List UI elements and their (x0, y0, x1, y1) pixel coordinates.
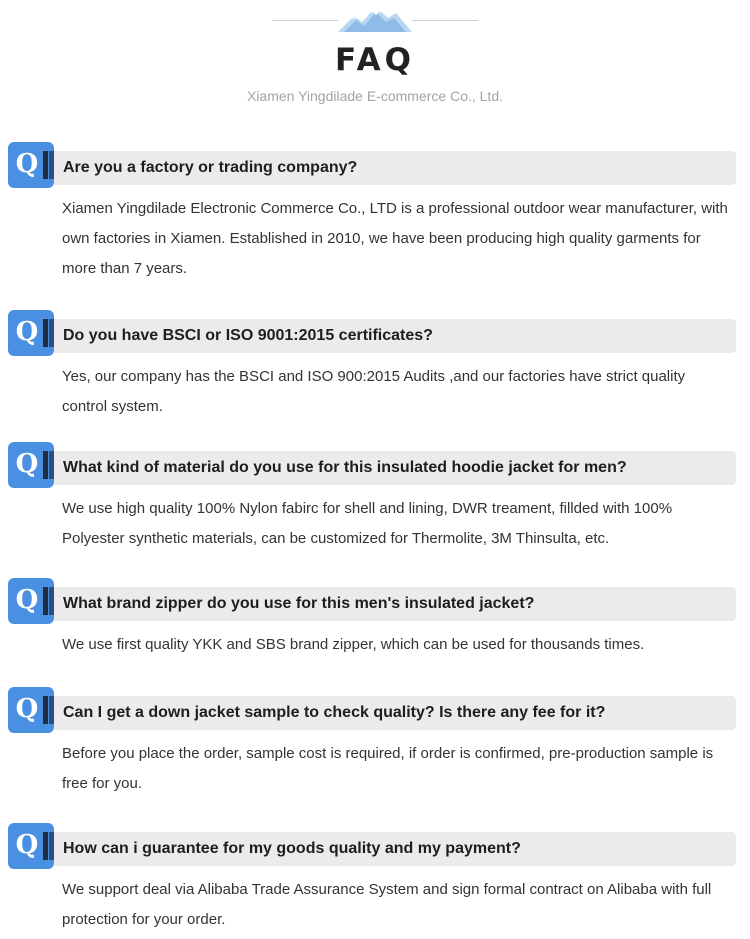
page-header (0, 0, 750, 120)
q-letter: Q (15, 449, 39, 479)
q-letter: Q (15, 830, 39, 860)
answer-text: We use high quality 100% Nylon fabirc for shell and lining, DWR treament, fillded with 100% Polyester synthetic materials, can be customized for Thermolite, 3M Thinsulta, etc. (62, 500, 673, 547)
question-text: Can I get a down jacket sample to check quality? Is there any fee for it? (63, 704, 606, 721)
page-title: FAQ (335, 42, 415, 78)
mountain-logo-icon (336, 4, 414, 34)
answer-text: We support deal via Alibaba Trade Assurance System and sign formal contract on Alibaba with full protection for your order. (62, 881, 712, 928)
q-letter: Q (15, 317, 39, 347)
answer-text: We use first quality YKK and SBS brand zipper, which can be used for thousands times. (62, 636, 645, 653)
q-letter: Q (15, 585, 39, 615)
header-divider-left (272, 20, 338, 21)
q-badge-icon (8, 310, 54, 356)
question-text: Do you have BSCI or ISO 9001:2015 certificates? (63, 327, 433, 344)
answer-text: Yes, our company has the BSCI and ISO 900:2015 Audits ,and our factories have strict quality control system. (62, 368, 686, 415)
question-text: What kind of material do you use for this insulated hoodie jacket for men? (63, 459, 627, 476)
q-badge-icon (8, 823, 54, 869)
question-text: What brand zipper do you use for this men's insulated jacket? (63, 595, 535, 612)
question-text: Are you a factory or trading company? (63, 159, 358, 176)
q-badge-icon (8, 442, 54, 488)
q-letter: Q (15, 694, 39, 724)
q-badge-icon (8, 142, 54, 188)
question-text: How can i guarantee for my goods quality and my payment? (63, 840, 521, 857)
header-divider-right (412, 20, 478, 21)
answer-text: Before you place the order, sample cost is required, if order is confirmed, pre-production sample is free for you. (62, 745, 714, 792)
q-badge-icon (8, 687, 54, 733)
answer-text: Xiamen Yingdilade Electronic Commerce Co., LTD is a professional outdoor wear manufacturer, with own factories in Xiamen. Established in 2010, we have been producing high quality garments for more than 7 years. (62, 200, 728, 277)
q-letter: Q (15, 149, 39, 179)
q-badge-icon (8, 578, 54, 624)
company-subtitle: Xiamen Yingdilade E-commerce Co., Ltd. (246, 88, 503, 104)
